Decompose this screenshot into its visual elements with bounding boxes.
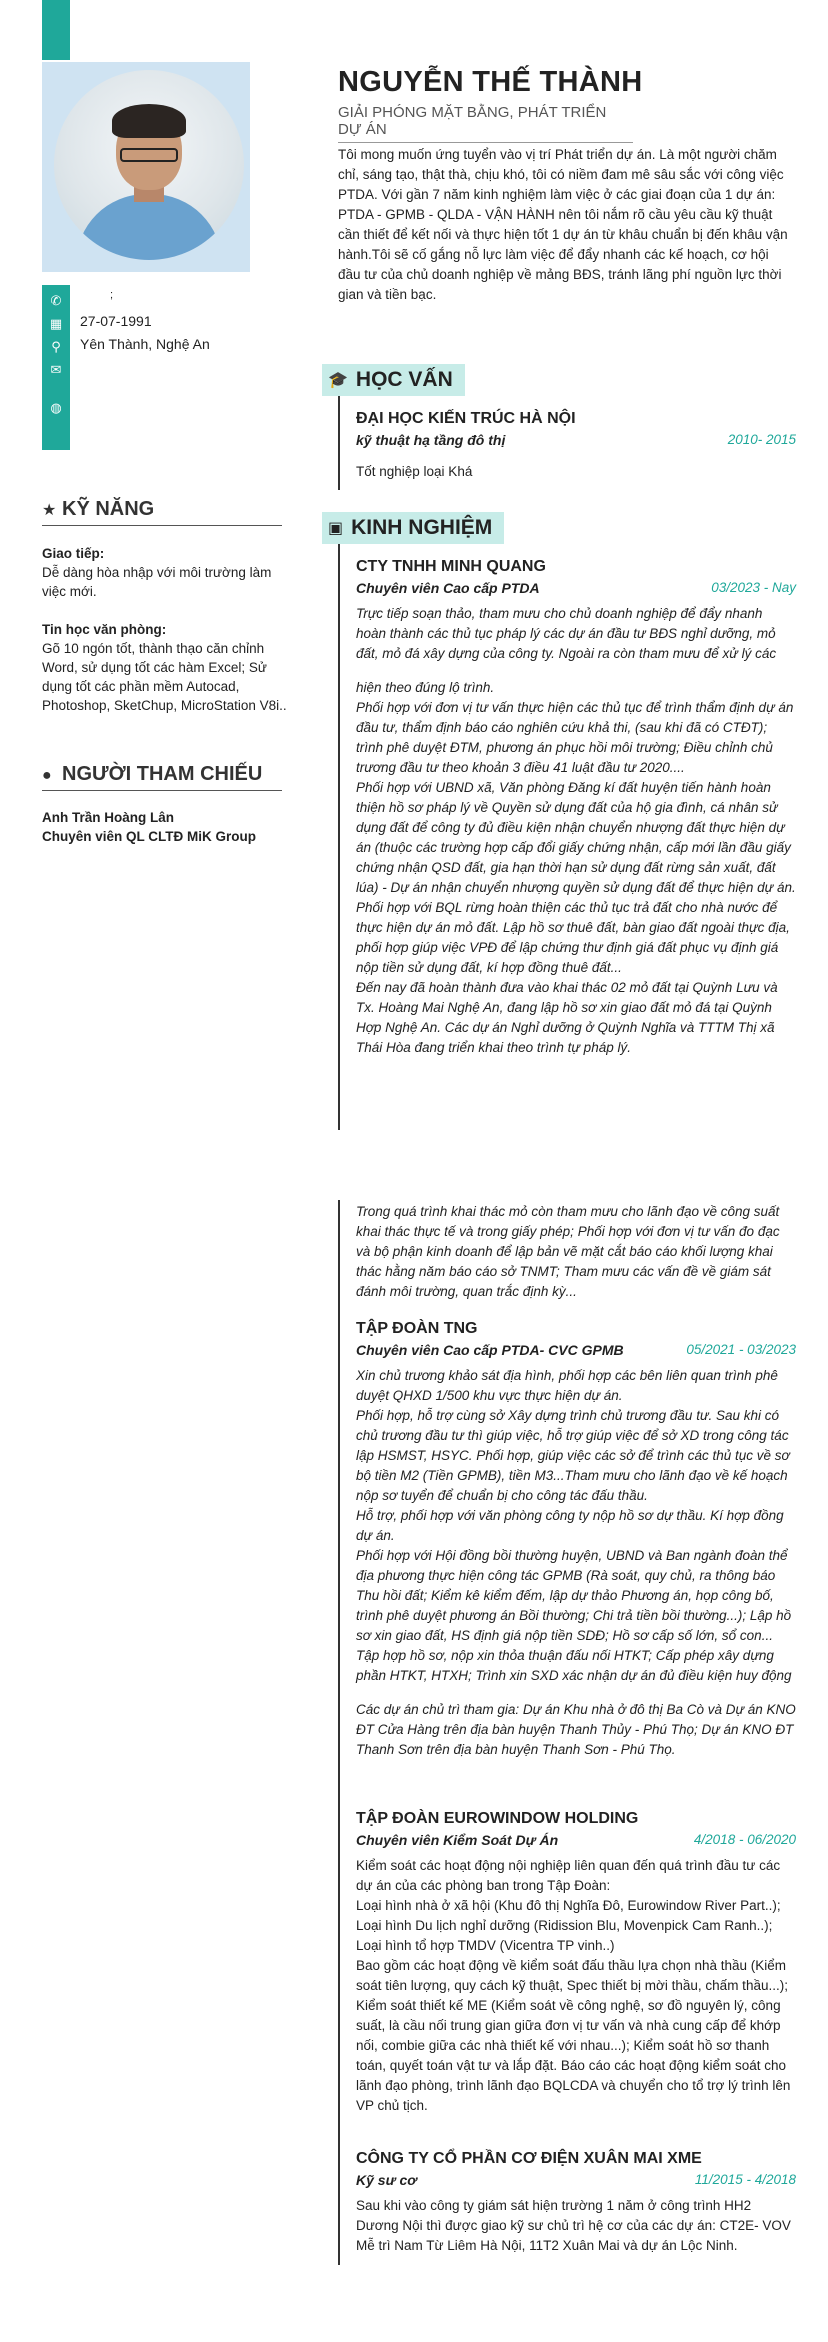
skill-label: Giao tiếp:: [42, 546, 105, 561]
skills-list-2: [42, 620, 287, 715]
phone-icon: ✆: [50, 293, 62, 308]
company-name: CTY TNHH MINH QUANG: [356, 558, 546, 575]
reference-position: Chuyên viên QL CLTĐ MiK Group: [42, 829, 257, 844]
profile-photo: [42, 62, 250, 272]
job-role: Kỹ sư cơ: [356, 2172, 417, 2188]
email-icon: ✉: [50, 362, 62, 377]
calendar-icon: ▦: [49, 316, 63, 331]
graduation-cap-icon: 🎓: [328, 372, 348, 389]
briefcase-icon: ▣: [328, 520, 344, 537]
company-name: CÔNG TY CỔ PHẦN CƠ ĐIỆN XUÂN MAI XME: [356, 2150, 702, 2167]
contact-icon-bar: [42, 285, 70, 450]
skills-list: [42, 544, 287, 601]
star-icon: ★: [42, 502, 57, 519]
job-role: Chuyên viên Kiểm Soát Dự Án: [356, 1832, 559, 1848]
job-role: Chuyên viên Cao cấp PTDA- CVC GPMB: [356, 1342, 624, 1358]
career-summary: Tôi mong muốn ứng tuyển vào vị trí Phát triển dự án. Là một người chăm chỉ, sáng tạo, thật thà, chịu khó, tôi có niềm đam mê sâu sắc với công việc PTDA. Với gần 7 năm kinh nghiệm làm việc ở các giai đoạn của 1 dự án: PTDA - GPMB - QLDA - VẬN HÀNH nên tôi nắm rõ cầu yêu cầu kỹ thuật cần thiết để kết nối và thực hiện tốt 1 dự án từ khâu chuẩn bị đến khâu vận hành.Tôi sẽ cố gắng nỗ lực làm việc để đẩy nhanh các kế hoạch, cơ hội đầu tư của chủ doanh nghiệp về mảng BĐS, tránh lãng phí nguồn lực thời gian và tiền bạc.: [338, 147, 788, 302]
skill-text: Dễ dàng hòa nhập với môi trường làm việc mới.: [42, 565, 272, 599]
skills-heading: ★ KỸ NĂNG: [42, 498, 282, 526]
job-description: Trực tiếp soạn thảo, tham mưu cho chủ doanh nghiệp để đẩy nhanh hoàn thành các thủ tục pháp lý các dự án đầu tư BĐS nghỉ dưỡng, mỏ đất, mỏ đá xây dựng của công ty. Ngoài ra còn tham mưu để xử lý các hiện theo đúng lộ trình. Phối hợp với đơn vị tư vấn thực hiện các thủ tục để trình thẩm định dự án đầu tư, thẩm định báo cáo nghiên cứu khả thi, (sau khi đã có CTĐT); trình phê duyệt ĐTM, phương án phục hồi môi trường; Điều chỉnh chủ trương đầu tư theo khoản 3 điều 41 luật đầu tư 2020.... Phối hợp với UBND xã, Văn phòng Đăng kí đất huyện tiến hành hoàn thiện hồ sơ pháp lý về Quyền sử dụng đất của hộ gia đình, cá nhân sử dụng đất để công ty đủ điều kiện nhận chuyển nhượng đất thực hiện dự án (thuộc các trường hợp cấp đổi giấy chứng nhận, cấp mới lần đầu giấy chứng nhận QSD đất, gia hạn thời hạn sử dụng đất rừng sản xuất, đất lúa) - Dự án nhận chuyển nhượng quyền sử dụng đất để thực hiện dự án. Phối hợp với BQL rừng hoàn thiện các thủ tục trả đất cho nhà nước để thực hiện dự án mỏ đất. Lập hồ sơ thuê đất, bàn giao đất ngoài thực địa, phối hợp giúp việc VPĐ để lập chứng thư định giá đất phục vụ định giá nộp tiền sử dụng đất, kí hợp đồng thuê đất... Đến nay đã hoàn thành đưa vào khai thác 02 mỏ đất tại Quỳnh Lưu và Tx. Hoàng Mai Nghệ An, đang lập hồ sơ xin giao đất mỏ đá tại Quỳnh Hợp Nghệ An. Các dự án Nghỉ dưỡng ở Quỳnh Nghĩa và TTTM Thị xã Thái Hòa đang triển khai theo trình tự pháp lý.: [356, 606, 796, 1055]
candidate-title: GIẢI PHÓNG MẶT BẰNG, PHÁT TRIỂN DỰ ÁN: [338, 104, 633, 143]
education-period: 2010- 2015: [727, 432, 796, 447]
company-name: TẬP ĐOÀN EUROWINDOW HOLDING: [356, 1810, 639, 1827]
skill-label: Tin học văn phòng:: [42, 622, 167, 637]
job-period: 03/2023 - Nay: [711, 580, 796, 595]
major: kỹ thuật hạ tầng đô thị: [356, 432, 506, 448]
job-description: Kiểm soát các hoạt động nội nghiệp liên quan đến quá trình đầu tư các dự án của các phòng ban trong Tập Đoàn: Loại hình nhà ở xã hội (Khu đô thị Nghĩa Đô, Eurowindow River Part..); Loại hình Du lịch nghỉ dưỡng (Ridission Blu, Movenpick Cam Ranh..); Loại hình tổ hợp TMDV (Vicentra TP vinh..) Bao gồm các hoạt động về kiểm soát đấu thầu lựa chọn nhà thầu (Kiểm soát tiên lượng, quy cách kỹ thuật, Spec thiết bị mời thầu, chấm thầu...); Kiểm soát thiết kế ME (Kiểm soát về công nghệ, sơ đồ nguyên lý, công suất, là cầu nối trung gian giữa đơn vị tư vấn và nhà cung cấp để khớp nối, combie giữa các nhà thiết kế với nhau...); Kiểm soát hồ sơ thanh toán, quyết toán vật tư và lắp đặt. Báo cáo các hoạt động kiểm soát cho lãnh đạo phòng, trình lãnh đạo BQLCDA và chuyển cho tổ trợ lý trình lên VP chủ tịch.: [356, 1858, 791, 2113]
education-note: Tốt nghiệp loại Khá: [356, 464, 473, 479]
job-entry-continued: [356, 1202, 796, 1302]
job-entry: [356, 2150, 796, 2256]
reference-name: Anh Trần Hoàng Lân: [42, 810, 175, 825]
globe-icon: ◍: [50, 400, 62, 415]
job-role: Chuyên viên Cao cấp PTDA: [356, 580, 540, 596]
job-entry: [356, 1810, 796, 2116]
school-name: ĐẠI HỌC KIẾN TRÚC HÀ NỘI: [356, 410, 576, 427]
reference-entry: [42, 808, 287, 846]
experience-timeline-continued: [338, 1200, 340, 2265]
job-period: 4/2018 - 06/2020: [693, 1832, 796, 1847]
education-heading: 🎓 HỌC VẤN: [322, 364, 465, 396]
job-description: Xin chủ trương khảo sát địa hình, phối hợp các bên liên quan trình phê duyệt QHXD 1/500 khu vực thực hiện dự án. Phối hợp, hỗ trợ cùng sở Xây dựng trình chủ trương đầu tư. Sau khi có chủ trương đầu tư thì giúp việc, hỗ trợ giúp việc để sở XD trong công tác lập HSMST, HSYC. Phối hợp, giúp việc các sở để trình các thủ tục về sơ bộ tiền M2 (Tiền GPMB), tiền M3...Tham mưu cho lãnh đạo về kế hoạch nộp sơ tuyển để chuẩn bị cho công tác đấu thầu. Hỗ trợ, phối hợp với văn phòng công ty nộp hồ sơ dự thầu. Kí hợp đồng dự án. Phối hợp với Hội đồng bồi thường huyện, UBND và Ban ngành đoàn thể địa phương thực hiện công tác GPMB (Rà soát, quy chủ, ra thông báo Thu hồi đất; Kiểm kê kiểm đếm, lập dự thảo Phương án, họp công bố, trình phê duyệt phương án Bồi thường; Chi trả tiền bồi thường...); Lập hồ sơ xin giao đất, HS định giá nộp tiền SDĐ; Hồ sơ cấp số lớn, sổ con... Tập hợp hồ sơ, nộp xin thỏa thuận đấu nối HTKT; Cấp phép xây dựng phần HTKT, HTXH; Trình xin SXD xác nhận dự án đủ điều kiện huy động Các dự án chủ trì tham gia: Dự án Khu nhà ở đô thị Ba Cò và Dự án KNO ĐT Cửa Hàng trên địa bàn huyện Thanh Thủy - Phú Thọ; Dự án KNO ĐT Thanh Sơn trên địa bàn huyện Thanh Sơn - Phú Thọ.: [356, 1368, 796, 1757]
contact-phone: ;: [110, 289, 114, 301]
job-entry: [356, 1320, 796, 1760]
experience-heading: ▣ KINH NGHIỆM: [322, 512, 504, 544]
references-heading: ● NGƯỜI THAM CHIẾU: [42, 763, 282, 791]
location-pin-icon: ⚲: [51, 339, 61, 354]
education-entry: [356, 410, 796, 482]
candidate-name: NGUYỄN THẾ THÀNH: [338, 66, 643, 98]
company-name: TẬP ĐOÀN TNG: [356, 1320, 478, 1337]
experience-timeline: [338, 518, 340, 1130]
person-icon: ●: [42, 767, 52, 784]
job-description: Sau khi vào công ty giám sát hiện trường 1 năm ở công trình HH2 Dương Nội thì được giao kỹ sư chủ trì hệ cơ của các dự án: CT2E- VOV Mễ trì Nam Từ Liêm Hà Nội, 11T2 Xuân Mai và dự án Lộc Ninh.: [356, 2198, 791, 2253]
job-entry: [356, 558, 796, 1058]
skill-text: Gõ 10 ngón tốt, thành thạo căn chỉnh Word, sử dụng tốt các hàm Excel; Sử dụng tốt các phần mềm Autocad, Photoshop, SketChup, MicroStation V8i..: [42, 641, 287, 713]
job-period: 05/2021 - 03/2023: [686, 1342, 796, 1357]
job-description-continued: Trong quá trình khai thác mỏ còn tham mưu cho lãnh đạo về công suất khai thác thực tế và trong giấy phép; Phối hợp với đơn vị tư vấn đo đạc và bộ phận kinh doanh để lập bản vẽ mặt cắt báo cáo khối lượng khai thác hằng năm báo cáo sở TNMT; Tham mưu các vấn đề về giám sát đánh môi trường, quan trắc định kỳ...: [356, 1204, 780, 1299]
contact-birthdate: 27-07-1991: [80, 313, 152, 329]
portrait-illustration: [54, 70, 244, 260]
contact-address: Yên Thành, Nghệ An: [80, 336, 210, 352]
accent-bar: [42, 0, 70, 60]
job-period: 11/2015 - 4/2018: [694, 2172, 796, 2187]
